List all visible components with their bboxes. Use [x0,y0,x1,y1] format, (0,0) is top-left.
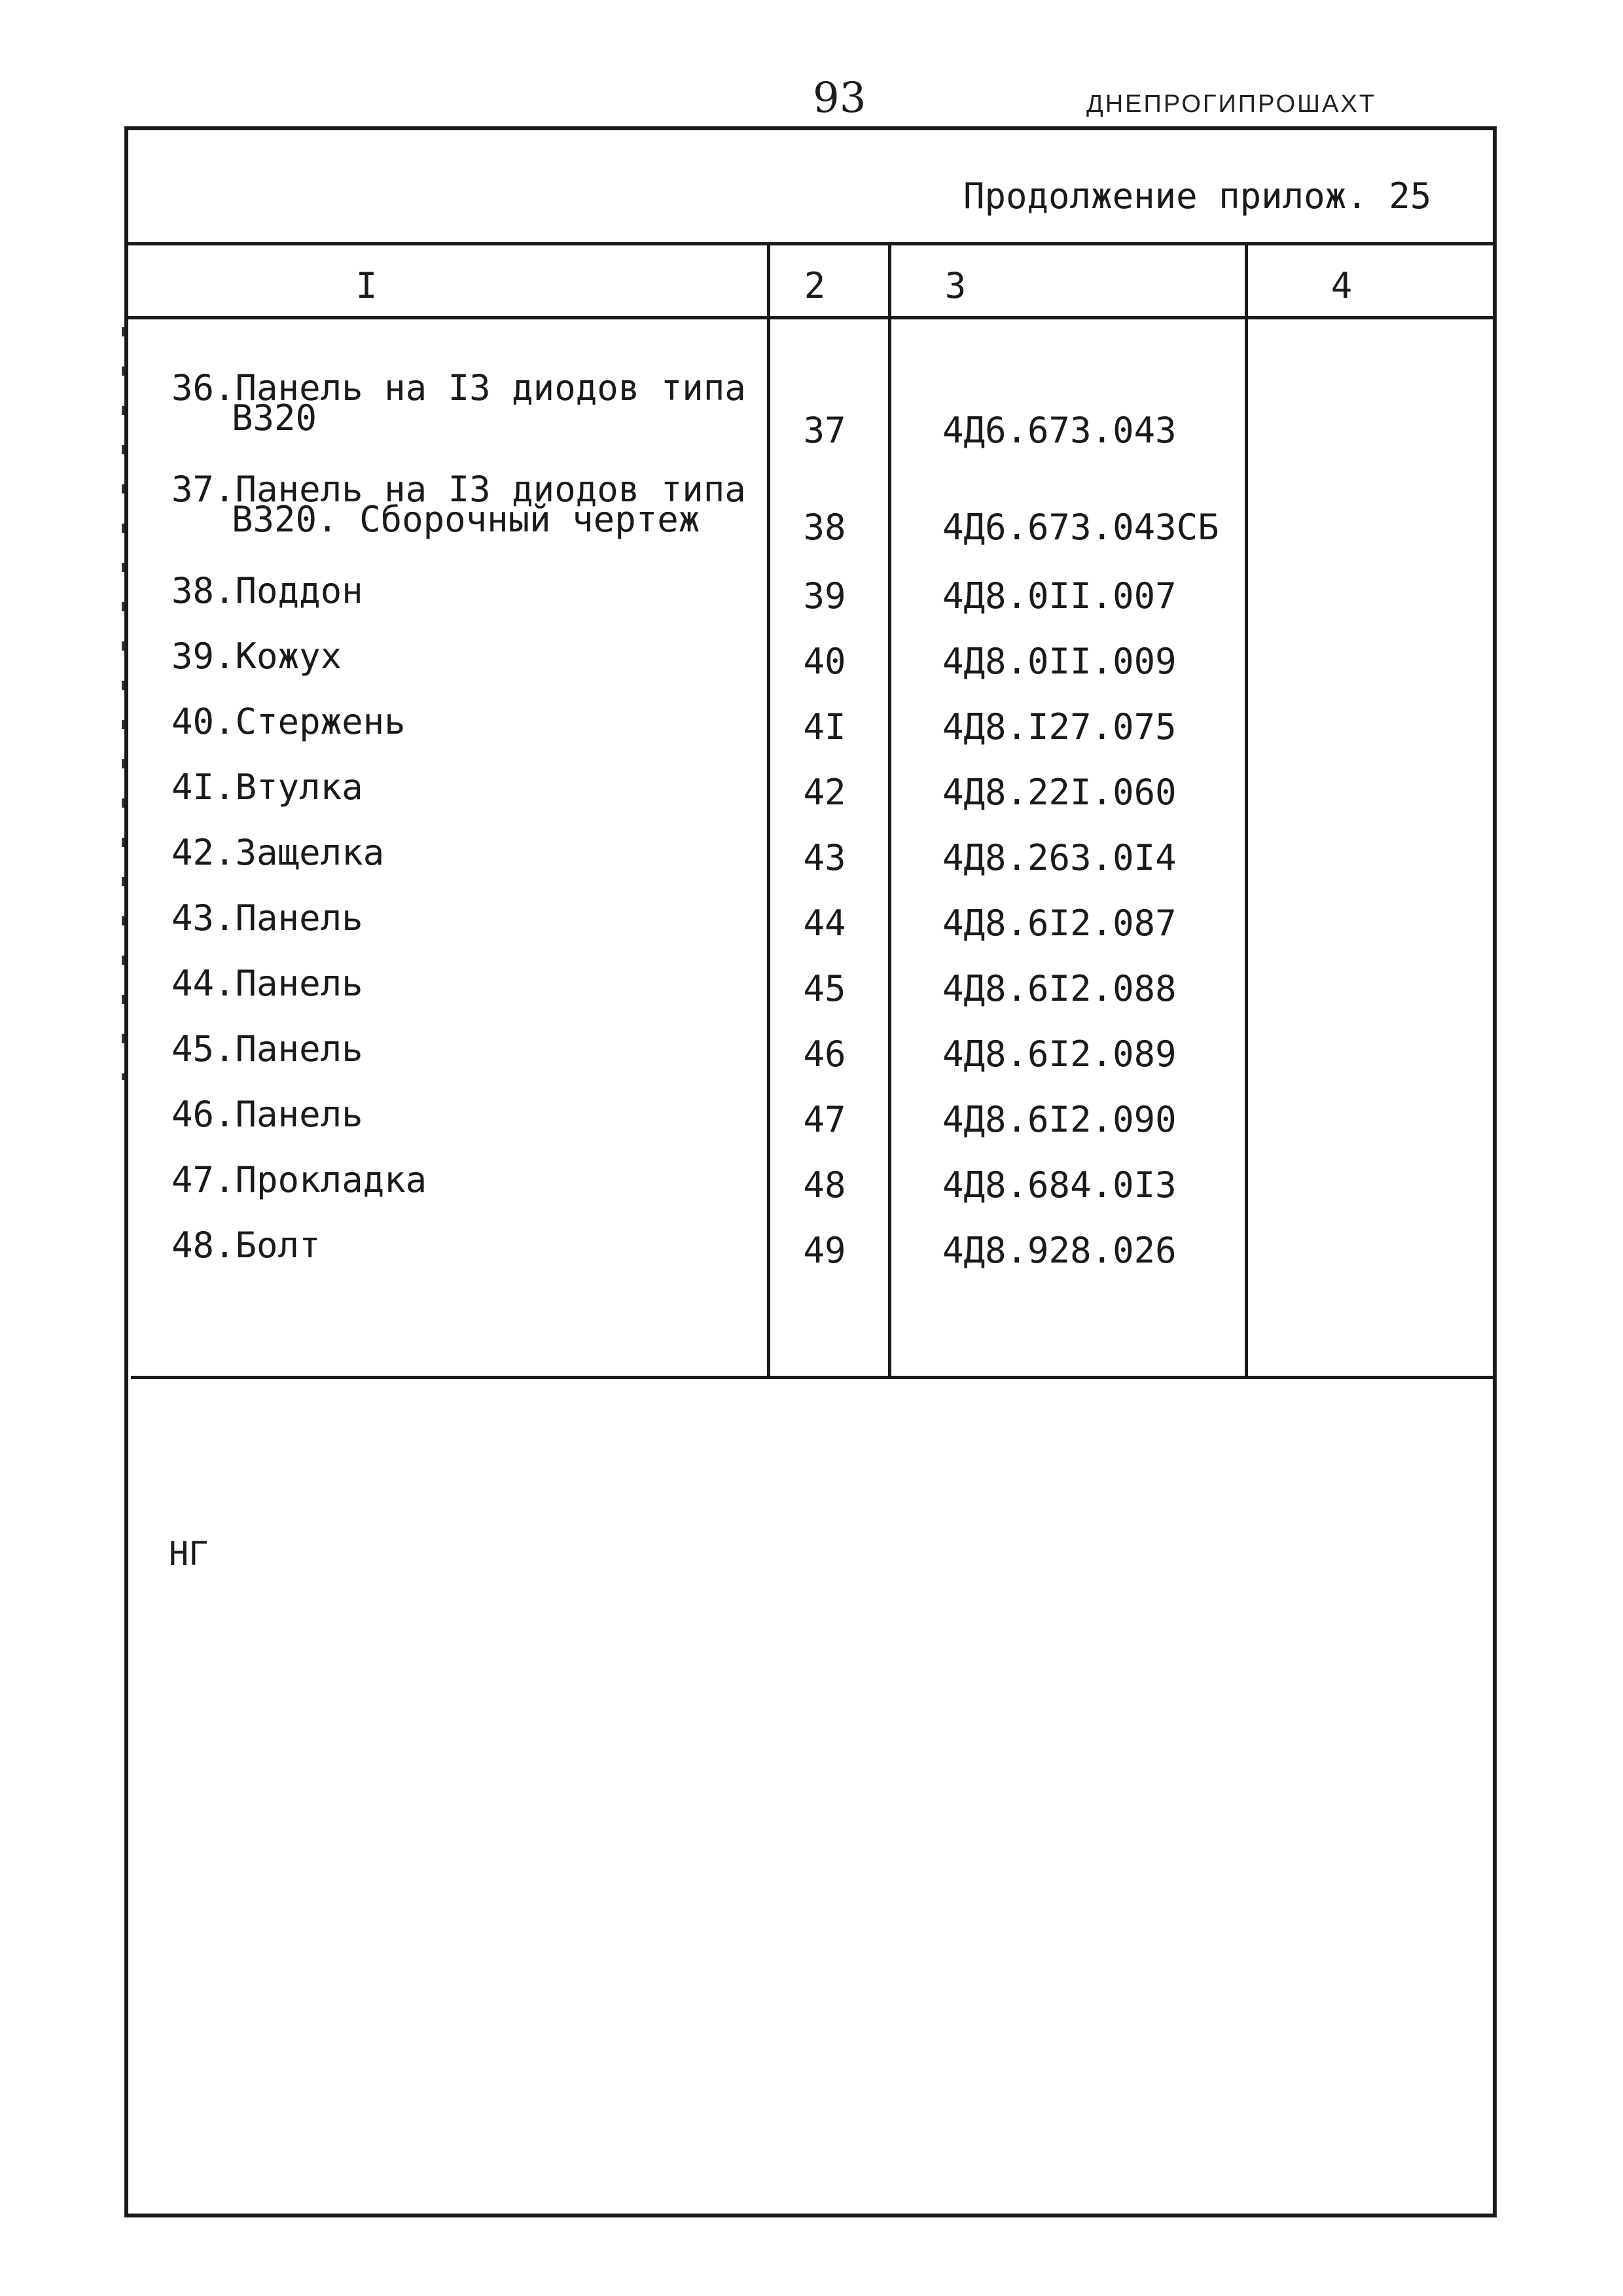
table-row-page: 38 [803,507,846,548]
column-divider-3 [1245,245,1248,1377]
table-row-page: 39 [803,575,846,617]
table-row-item-name: 4I.Втулка [171,766,363,808]
table-row-code: 4Д8.928.026 [942,1230,1177,1271]
column-header-2: 2 [804,265,826,306]
table-row-item-name: 38.Поддон [171,570,363,611]
table-row-item-name: 46.Панель [171,1094,363,1135]
table-row-item-name: 39.Кожух [171,636,342,677]
table-row-item-name: 40.Стержень [171,701,406,742]
continuation-label: Продолжение прилож. 25 [963,175,1432,217]
table-row-code: 4Д8.22I.060 [942,772,1177,813]
table-row-item-name: 43.Панель [171,897,363,939]
table-row-code: 4Д8.6I2.088 [942,968,1177,1009]
table-row-code: 4Д6.673.043 [942,410,1177,451]
table-row-code: 4Д6.673.043СБ [942,507,1219,548]
table-row-page: 48 [803,1164,846,1206]
table-row-page: 49 [803,1230,846,1271]
table-row-item-name: 48.Болт [171,1225,321,1266]
table-row-page: 43 [803,837,846,878]
table-row-code: 4Д8.263.0I4 [942,837,1177,878]
table-row-code: 4Д8.6I2.090 [942,1099,1177,1140]
table-row-item-name: 47.Прокладка [171,1159,427,1200]
table-row-code: 4Д8.I27.075 [942,706,1177,747]
column-divider-1 [767,245,770,1377]
table-row-code: 4Д8.6I2.087 [942,903,1177,944]
table-row-item-name: 42.Защелка [171,832,385,873]
table-row-item-name: 44.Панель [171,963,363,1004]
continuation-divider [124,242,1497,245]
column-divider-2 [888,245,891,1377]
table-row-item-name: 37.Панель на I3 диодов типа В320. Сборочный чертеж [171,469,746,540]
table-row-item-name: 45.Панель [171,1028,363,1069]
table-row-code: 4Д8.0II.007 [942,575,1177,617]
table-row-page: 47 [803,1099,846,1140]
column-header-4: 4 [1330,265,1353,306]
column-header-3: 3 [944,265,967,306]
table-row-page: 46 [803,1033,846,1075]
table-row-page: 4I [803,706,846,747]
header-bottom-rule [124,316,1497,319]
table-row-page: 40 [803,641,846,682]
table-row-code: 4Д8.0II.009 [942,641,1177,682]
table-row-code: 4Д8.684.0I3 [942,1164,1177,1206]
footer-initials: НГ [169,1535,209,1573]
table-bottom-rule [131,1376,1497,1379]
column-header-1: I [355,265,378,306]
page-number: 93 [813,74,866,122]
margin-binding-marks [122,327,124,1080]
table-row-code: 4Д8.6I2.089 [942,1033,1177,1075]
table-row-page: 42 [803,772,846,813]
table-row-item-name: 36.Панель на I3 диодов типа В320 [171,367,746,439]
organization-stamp: ДНЕПРОГИПРОШАХТ [1086,90,1376,118]
table-row-page: 45 [803,968,846,1009]
table-row-page: 37 [803,410,846,451]
table-row-page: 44 [803,903,846,944]
